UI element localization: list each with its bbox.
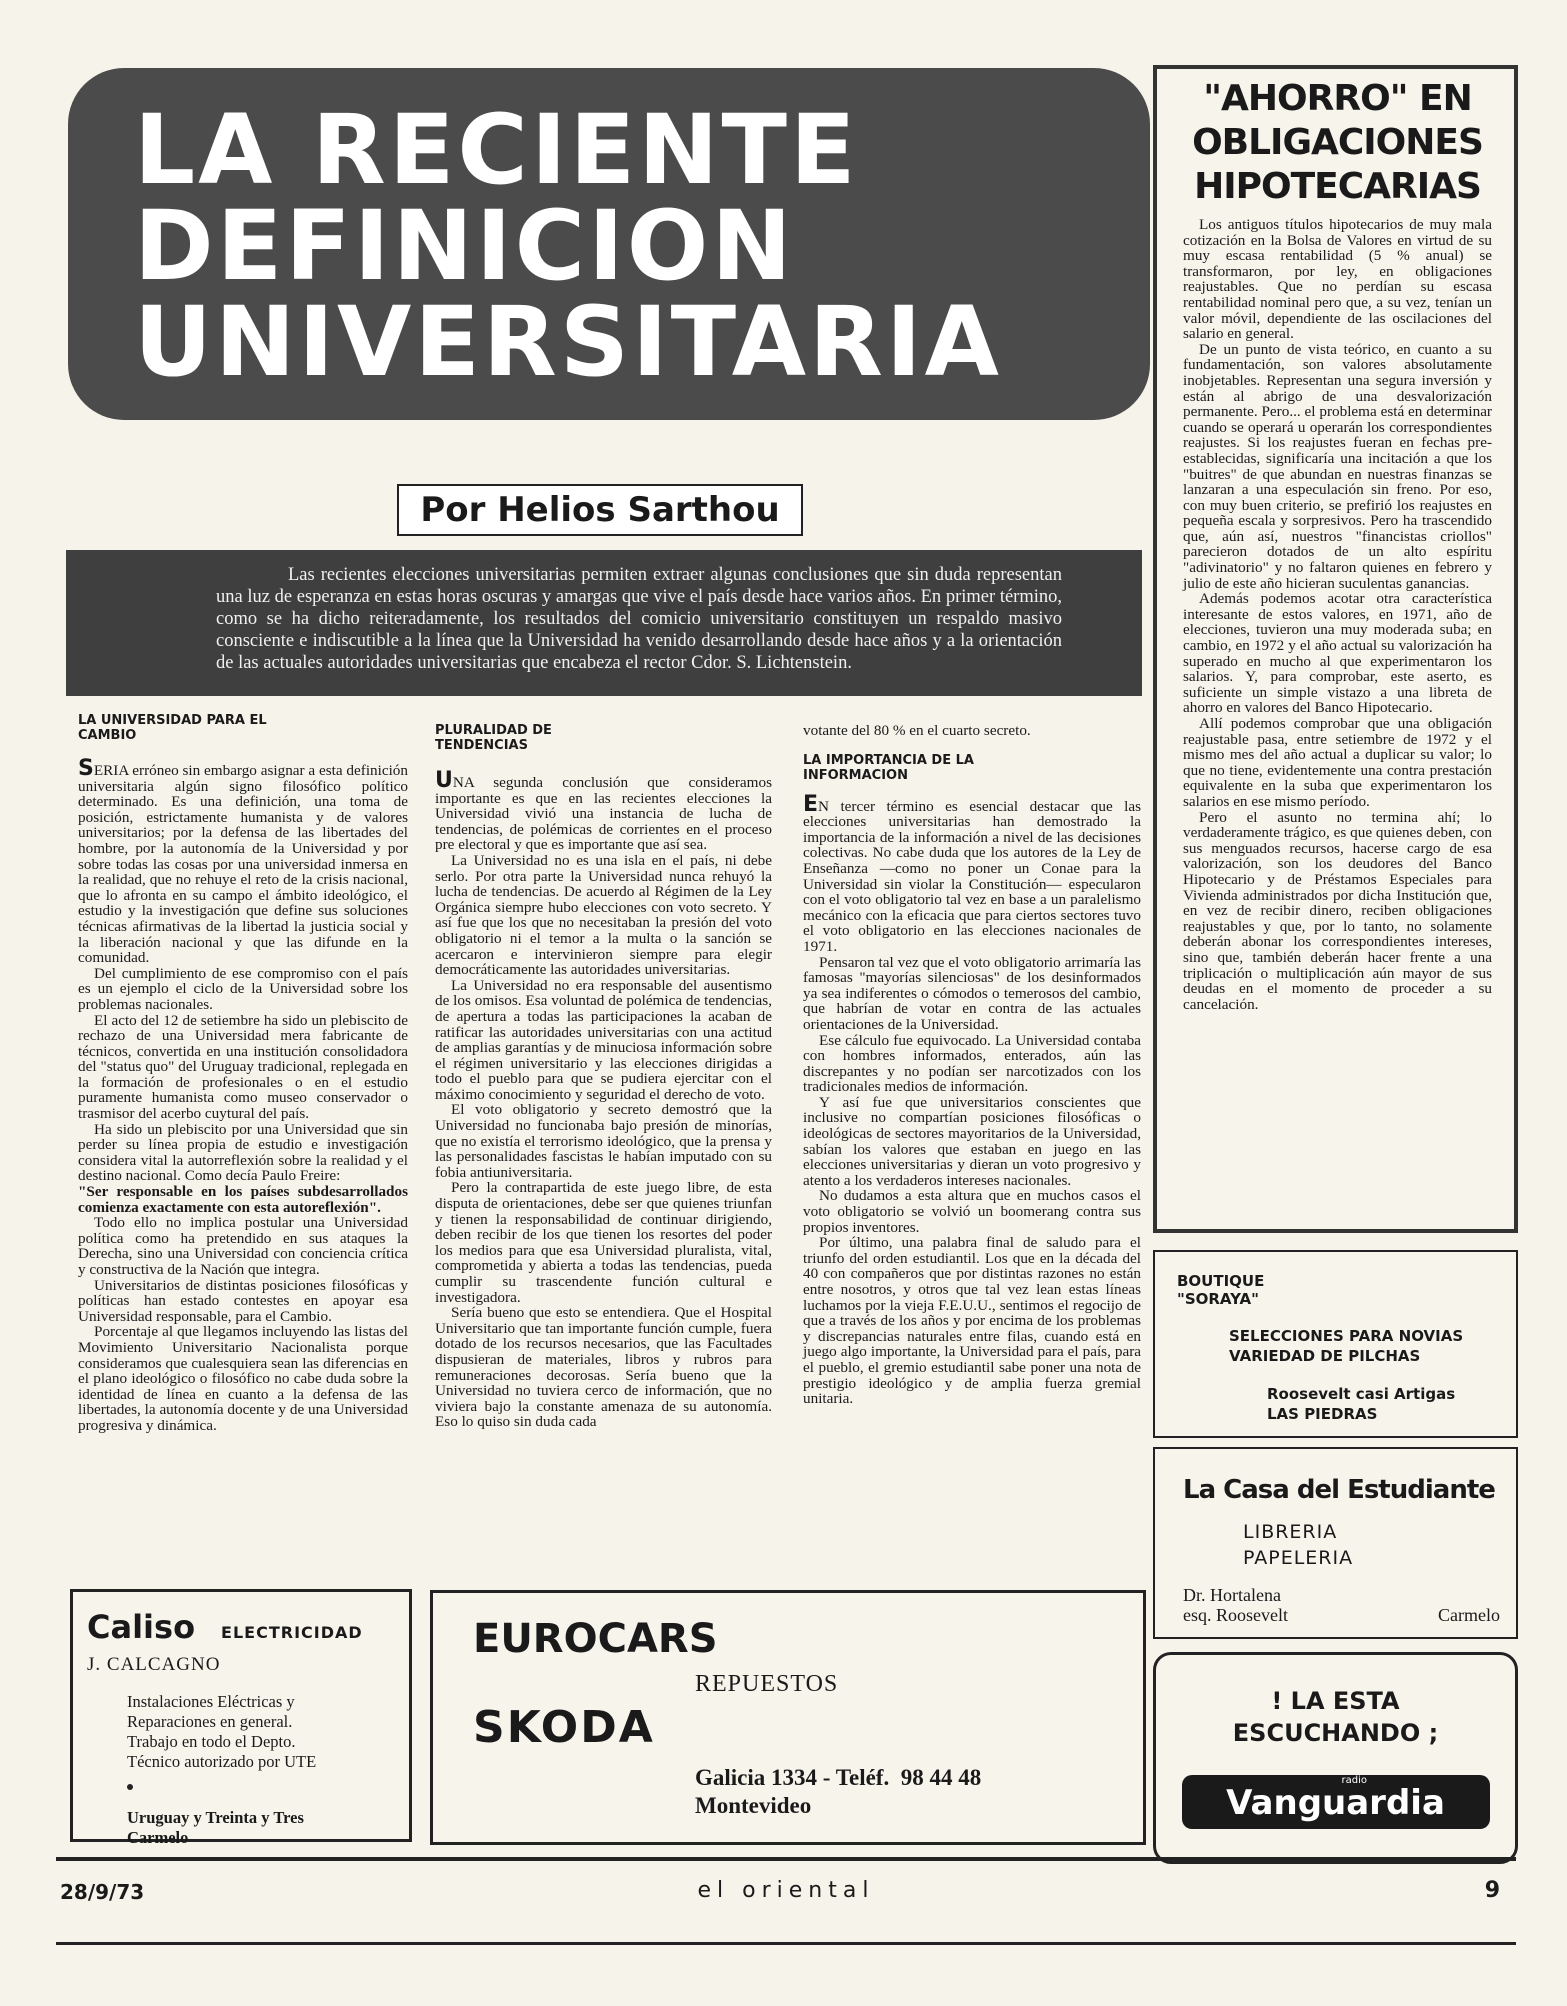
ad-name: BOUTIQUE xyxy=(1177,1272,1265,1290)
ad-address: Roosevelt casi Artigas xyxy=(1267,1385,1456,1403)
drop-cap: U xyxy=(435,768,453,793)
ad-owner: J. CALCAGNO xyxy=(87,1654,221,1675)
headline-banner xyxy=(68,68,1150,420)
sidebar-article xyxy=(1153,65,1518,1233)
column-text xyxy=(803,791,1141,1408)
paragraph: Porcentaje al que llegamos incluyendo las listas del Movimiento Universitario Nacionalista porque consideramos que cualesquiera sean las diferencias en el plano ideológico o filosófico no cabe duda sobre la identidad de línea en cuanto a la defensa de las libertades, la autonomía docente y de una Universidad progresiva y dinámica. xyxy=(78,1323,408,1434)
headline-line: LA RECIENTE xyxy=(134,94,859,206)
intro-box xyxy=(66,550,1142,696)
ad-make: SKODA xyxy=(473,1702,655,1753)
intro-text: Las recientes elecciones universitarias permiten extraer algunas conclusiones que sin duda representan una luz de esperanza en estas horas oscuras y amargas que vive el país desde hace varios años. En primer término, como se ha dicho reiteradamente, los resultados del comicio universitario constituyen un respaldo masivo consciente e indiscutible a la línea que la Universidad ha venido desarrollando desde hace años y a la orientación de las actuales autoridades universitarias que encabeza el rector Cdor. S. Lichtenstein. xyxy=(216,565,1062,673)
footer-rule xyxy=(56,1857,1516,1861)
column-2 xyxy=(435,723,772,1583)
drop-cap: S xyxy=(78,756,94,781)
pull-quote: "Ser responsable en los países subdesarrollados comienza exactamente con esta autoreflexión". xyxy=(78,1183,408,1216)
byline: Por Helios Sarthou xyxy=(397,484,803,536)
paragraph: Por último, una palabra final de saludo para el triunfo del orden estudiantil. Los que en la década del 40 con compañeros que por distintas razones no están entre nosotros, y otros que tal vez lean estas líneas luchamos por la vieja F.E.U.U., sentimos el regocijo de que a través de los años y por encima de los problemas y discrepancias naturales entre filas, cuando está en juego algo importante, la Universidad para el país, para el pueblo, el gremio estudiantil sabe poner una nota de prestigio ideológico y de amplia fuerza gremial unitaria. xyxy=(803,1234,1141,1408)
paragraph: Pero la contrapartida de este juego libre, de esta disputa de orientaciones, debe ser que quienes triunfan y tienen la responsabilidad de continuar dirigiendo, deben recibir de los que tienen los resortes del poder los medios para que esa Universidad pluralista, vital, comprometida y abierta a todas las tendencias, pueda cumplir su trascendente función cultural e investigadora. xyxy=(435,1179,772,1306)
issue-date: 28/9/73 xyxy=(60,1880,145,1904)
ad-city: Carmelo xyxy=(1438,1605,1500,1625)
ad-title: La Casa del Estudiante xyxy=(1183,1475,1495,1505)
ad-line: Trabajo en todo el Depto. xyxy=(127,1732,296,1751)
paragraph: De un punto de vista teórico, en cuanto a su fundamentación, son valores absolutamente inobjetables. Representan una segura inversión y están al abrigo de una desvalorización permanente. Pero... el problema está en determinar cuando se operará u operarán los correspondientes reajustes. Si los reajustes fueran en fechas pre-establecidas, significaría una incitación a que los "buitres" de que abundan en nuestras finanzas se lanzaran a una especulación sin freno. Por eso, con muy buen criterio, se prefirió los reajustes en pequeña escala y sorpresivos. Pero ha trascendido que, aún así, nuestros "financistas criollos" parecieron dotados de un alto espíritu "adivinatorio" y no faltaron quienes en febrero y julio de este año hicieran suculentas ganancias. xyxy=(1183,340,1492,592)
ad-line: LIBRERIA xyxy=(1243,1521,1338,1543)
paragraph: La Universidad no es una isla en el país, ni debe serlo. Por otra parte la Universidad nunca rehuyó la lucha de tendencias. De acuerdo al Régimen de la Ley Orgánica siempre hubo elecciones con voto secreto. Y así fue que los que no necesitaban la presión del voto obligatorio ni el temor a la multa o la sanción se acercaron e intervinieron siempre para elegir democráticamente las autoridades universitarias. xyxy=(435,851,772,979)
radio-logo xyxy=(1182,1775,1490,1829)
radio-brand: Vanguardia xyxy=(1226,1783,1445,1823)
page-number: 9 xyxy=(1484,1878,1500,1903)
ad-line: PAPELERIA xyxy=(1243,1547,1354,1569)
paragraph: No dudamos a esta altura que en muchos casos el voto obligatorio se volvió un boomerang contra sus propios inventores. xyxy=(803,1187,1141,1236)
paragraph: Ese cálculo fue equivocado. La Universidad contaba con hombres informados, enterados, aún las discrepantes y no podían ser narcotizados con los tradicionales medios de información. xyxy=(803,1031,1141,1096)
sidebar-title-line: OBLIGACIONES xyxy=(1192,122,1483,163)
ad-brand: EUROCARS xyxy=(473,1616,718,1662)
paragraph: El voto obligatorio y secreto demostró que la Universidad no funcionaba bajo presión de minorías, que no existía el terrorismo ideológico, que la prensa y las personalidades fascistas le habían imputado con su fobia antiuniversitaria. xyxy=(435,1101,772,1181)
ad-eurocars xyxy=(430,1590,1146,1845)
paragraph: La Universidad no era responsable del ausentismo de los omisos. Esa voluntad de polémica de tendencias, de apertura a todas las participaciones la acaban de ratificar las autoridades universitarias con una actitud de amplias garantías y de minuciosa información sobre el régimen universitario y las elecciones dirigidas a todo el pueblo para que se pudiera ejercitar con el máximo conocimiento y seguridad el derecho de voto. xyxy=(435,976,772,1103)
ad-address: LAS PIEDRAS xyxy=(1267,1405,1378,1423)
ad-caliso-electricidad xyxy=(70,1589,412,1847)
paragraph: N tercer término es esencial destacar que las elecciones universitarias han demostrado la importancia de la información a nivel de las decisiones colectivas. No cabe duda que los autores de la Ley de Enseñanza —como no poner un Conae para la Universidad sin violar la Constitución— especularon con el voto obligatorio tal vez en base a un paralelismo mecánico con la eficacia que para ciertos sectores tuvo el voto obligatorio en las elecciones nacionales de 1971. xyxy=(803,797,1141,955)
headline-line: UNIVERSITARIA xyxy=(134,286,1002,398)
paragraph: Los antiguos títulos hipotecarios de muy mala cotización en la Bolsa de Valores en virtud de su muy escasa rentabilidad (5 % anual) se transformaron, por ley, en obligaciones reajustables. Que no perdían su escasa rentabilidad nominal pero que, a su vez, tenían un valor móvil, dependiente de las oscilaciones del salario en general. xyxy=(1183,216,1492,343)
sidebar-body xyxy=(1183,217,1492,1012)
ad-line: ESCUCHANDO ; xyxy=(1232,1719,1439,1747)
column-text xyxy=(435,768,772,1431)
ad-casa-del-estudiante xyxy=(1153,1447,1518,1639)
ad-boutique-soraya xyxy=(1153,1250,1518,1438)
paragraph: Allí podemos comprobar que una obligación reajustable pasa, entre setiembre de 1972 y el mismo mes del año actual a duplicar su valor; lo que no tiene, evidentemente una contra prestación equivalente en la suba que experimentaron los salarios en ese mismo período. xyxy=(1183,715,1492,810)
ad-address: Uruguay y Treinta y Tres xyxy=(127,1808,304,1827)
section-heading: LA IMPORTANCIA DE LA INFORMACION xyxy=(803,752,974,783)
newspaper-name: el oriental xyxy=(697,1878,875,1903)
ad-tag: ELECTRICIDAD xyxy=(221,1623,363,1642)
ad-brand: Caliso xyxy=(87,1608,196,1646)
ad-name: "SORAYA" xyxy=(1177,1290,1259,1308)
footer-rule xyxy=(56,1942,1516,1945)
ad-line: SELECCIONES PARA NOVIAS xyxy=(1229,1327,1464,1345)
ad-address: Galicia 1334 - Teléf. 98 44 48 xyxy=(695,1765,982,1790)
ad-line: Reparaciones en general. xyxy=(127,1712,293,1731)
sidebar-title xyxy=(1183,77,1492,209)
drop-cap: E xyxy=(803,791,819,817)
bullet-icon xyxy=(127,1784,133,1790)
paragraph: Sería bueno que esto se entendiera. Que el Hospital Universitario que tan importante función cumple, fuera dotado de los recursos necesarios, que las Facultades dispusieran de materiales, libros y rubros para remuneraciones decorosas. Sería bueno que la Universidad no tuviera cerco de información, que no viviera bajo la constante amenaza de su autonomía. Eso lo quiso sin duda cada xyxy=(435,1304,772,1431)
ad-line: ! LA ESTA xyxy=(1271,1687,1400,1715)
ad-line: REPUESTOS xyxy=(695,1671,839,1697)
ad-line: VARIEDAD DE PILCHAS xyxy=(1229,1347,1421,1365)
paragraph: Además podemos acotar otra característica interesante de estos valores, en 1971, año de elecciones, tuvieron una muy moderada suba; en cambio, en 1972 y el año actual su valorización ha superado en mucho al que experimentaron los salarios. Y, para comprobar, este aserto, es suficiente un simple vistazo a una libreta de ahorro en valores del Banco Hipotecario. xyxy=(1183,590,1492,717)
column-1 xyxy=(78,713,408,1583)
sidebar-title-line: HIPOTECARIAS xyxy=(1194,166,1481,207)
sidebar-title-line: "AHORRO" EN xyxy=(1203,78,1472,119)
ad-line: Técnico autorizado por UTE xyxy=(127,1752,317,1771)
radio-small-label: radio xyxy=(1341,1775,1367,1786)
paragraph: Todo ello no implica postular una Universidad política como ha pretendido en sus ataques la Derecha, sino una Universidad con conciencia crítica y constructiva de la Nación que integra. xyxy=(78,1214,408,1278)
ad-city: Carmelo xyxy=(127,1828,189,1847)
paragraph: Pero el asunto no termina ahí; lo verdaderamente trágico, es que quienes deben, con sus menguados recursos, hacerse cargo de esa valorización, son los deudores del Banco Hipotecario y de Préstamos Especiales para Vivienda administrados por dicha Institución que, en vez de recibir dinero, reciben obligaciones reajustables y que, por lo tanto, no solamente deberán abonar los correspondientes intereses, sino que, también deberán hacer frente a una triplicación o multiplicación aún mayor de sus deudas en el momento de proceder a su cancelación. xyxy=(1183,808,1492,1013)
paragraph: Ha sido un plebiscito por una Universidad que sin perder su línea propia de estudio e investigación considera vital la autorreflexión sobre la realidad y el destino nacional. Como decía Paulo Freire: xyxy=(78,1120,408,1185)
paragraph: Del cumplimiento de ese compromiso con el país es un ejemplo el ciclo de la Universidad sobre los problemas nacionales. xyxy=(78,964,408,1013)
paragraph: ERIA erróneo sin embargo asignar a esta definición universitaria algún signo filosófico político determinado. Es una definición, una toma de posición, estrictamente humanista y de valores universitarios; por la defensa de las libertades del hombre, por la autonomía de la Universidad y por sobre todas las cosas por una universidad inmersa en la realidad, que no rehuye el reto de la crisis nacional, que lo afronta en su campo el ámbito ideológico, el estudio y la investigación que define sus soluciones técnicas afirmativas de la libertad la justicia social y la liberación nacional y que las difunde en la comunidad. xyxy=(78,762,408,967)
paragraph: votante del 80 % en el cuarto secreto. xyxy=(803,722,1031,739)
column-3 xyxy=(803,723,1141,1583)
ad-address: Dr. Hortalena xyxy=(1183,1585,1281,1605)
paragraph: Y así fue que universitarios conscientes que inclusive no compartían posiciones filosóficas o ideológicas de sectores mayoritarios de la Universidad, sabían los valores que estaban en juego en las elecciones universitarias y dieran un voto progresivo y atento a los verdaderos intereses nacionales. xyxy=(803,1093,1141,1189)
paragraph: Universitarios de distintas posiciones filosóficas y políticas han estado contestes en apoyar esa Universidad responsable, para el Cambio. xyxy=(78,1276,408,1325)
section-heading: PLURALIDAD DE TENDENCIAS xyxy=(435,723,552,753)
ad-city: Montevideo xyxy=(695,1793,812,1818)
headline-line: DEFINICION xyxy=(134,190,795,302)
paragraph: NA segunda conclusión que consideramos importante es que en las recientes elecciones la Universidad vivió una instancia de lucha de tendencias, de polémicas de corrientes en el proceso pre electoral y que es importante que así sea. xyxy=(435,774,772,854)
ad-radio-vanguardia xyxy=(1153,1652,1518,1864)
ad-address: esq. Roosevelt xyxy=(1183,1605,1288,1625)
paragraph: Pensaron tal vez que el voto obligatorio arrimaría las famosas "mayorías silenciosas" de los desinformados ya sea indiferentes o cómodos o temerosos del cambio, que habrían de votar en contra de las actuales orientaciones de la Universidad. xyxy=(803,953,1141,1033)
section-heading: LA UNIVERSIDAD PARA EL CAMBIO xyxy=(78,713,267,743)
column-text xyxy=(78,756,408,1434)
ad-line: Instalaciones Eléctricas y xyxy=(127,1692,295,1711)
page-footer xyxy=(56,1874,1516,1914)
paragraph: El acto del 12 de setiembre ha sido un plebiscito de rechazo de una Universidad mera fabricante de técnicos, convertida en una institución consolidadora del "status quo" del Uruguay tradicional, replegada en la formación de profesionales o en el estudio puramente humanista como museo conservador o trasmisor del acerbo cuytural del país. xyxy=(78,1011,408,1123)
